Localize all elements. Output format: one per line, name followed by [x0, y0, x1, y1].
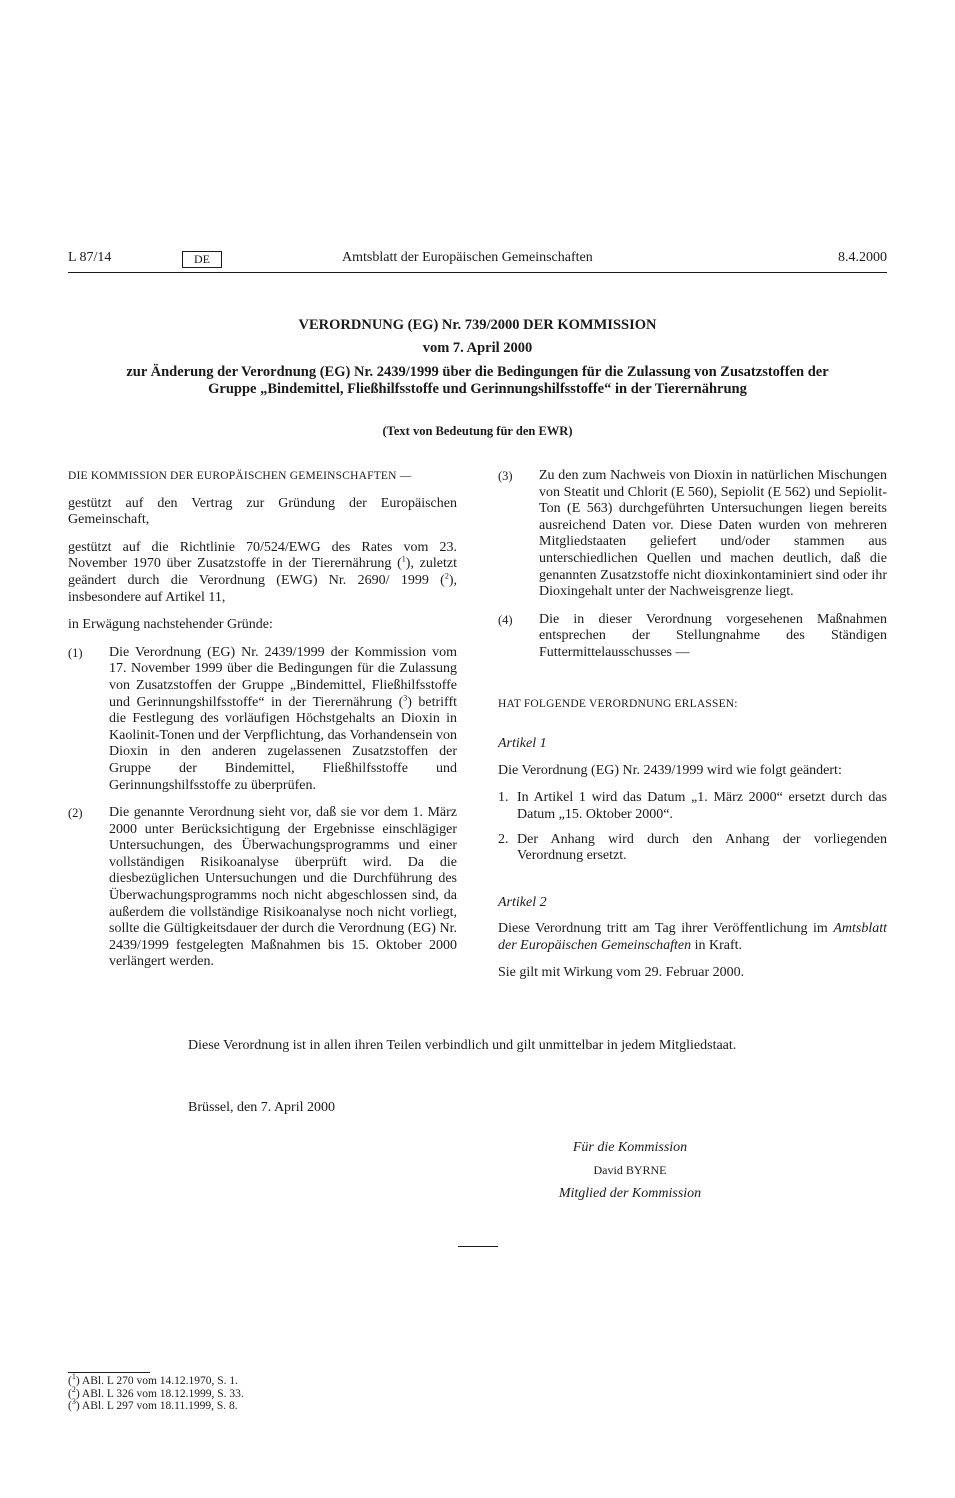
journal-title: Amtsblatt der Europäischen Gemeinschaften: [342, 250, 593, 265]
recital-1: [68, 645, 457, 794]
enacting-formula: HAT FOLGENDE VERORDNUNG ERLASSEN:: [498, 697, 738, 710]
right-column: [498, 468, 887, 993]
recital-3: [498, 468, 887, 601]
left-column: [68, 468, 457, 982]
commission-intro: DIE KOMMISSION DER EUROPÄISCHEN GEMEINSCHAFTEN —: [68, 470, 412, 482]
page-header: [68, 250, 887, 270]
item-text: Der Anhang wird durch den Anhang der vorliegenden Verordnung ersetzt.: [517, 831, 887, 864]
recital-text: Die Verordnung (EG) Nr. 2439/1999 der Kommission vom 17. November 1999 über die Bedingungen für die Zulassung von Zusatzstoffen der Gruppe „Bindemittel, Fließhilfsstoffe und Gerinnungshilfsstoffe“ in der Tierernährung ($^3$) betrifft die Festlegung des vorläufigen Höchstgehalts an Dioxin in Kaolinit-Tonen und der Verpflichtung, das Vorhandensein von Dioxin in den anderen zugelassenen Zusatzstoffen der Gruppe der Bindemittel, Fließhilfsstoffe und Gerinnungshilfsstoffe zu überprüfen.: [109, 644, 457, 793]
item-text: In Artikel 1 wird das Datum „1. März 2000“ ersetzt durch das Datum „15. Oktober 2000“.: [517, 790, 887, 822]
footnote-3: ($^3$) ABl. L 297 vom 18.11.1999, S. 8.: [68, 1397, 238, 1413]
signature-block: [530, 1136, 730, 1205]
article-2-heading: Artikel 2: [498, 894, 547, 910]
amendment-item-2: [498, 832, 887, 865]
article-2-text: Diese Verordnung tritt am Tag ihrer Veröffentlichung im Amtsblatt der Europäischen Gemeinschaften in Kraft.: [498, 921, 887, 953]
article-1-heading: Artikel 1: [498, 736, 547, 752]
recital-text: Die genannte Verordnung sieht vor, daß sie vor dem 1. März 2000 unter Berücksichtigung der Ergebnisse einschlägiger Untersuchungen, des Überwachungsprogramms und einer vollständigen Risikoanalyse überprüft wird. Da die diesbezüglichen Untersuchungen und die Durchführung des Überwachungsprogramms noch nicht abgeschlossen sind, da außerdem die vollständige Risikoanalyse noch nicht vorliegt, sollte die Gültigkeitsdauer der durch die Verordnung (EG) Nr. 2439/1999 festgelegten Maßnahmen bis 15. Oktober 2000 verlängert werden.: [109, 805, 457, 970]
journal-reference: Amtsblatt der Europäischen Gemeinschaften: [498, 921, 887, 953]
citation-treaty: gestützt auf den Vertrag zur Gründung der Europäischen Gemeinschaft,: [68, 495, 457, 528]
footnotes: [68, 1372, 244, 1413]
signature-for: Für die Kommission: [572, 1140, 688, 1155]
recital-number: (3): [498, 469, 513, 483]
footnote-ref-2: 2: [444, 571, 449, 581]
footnote-divider: [68, 1372, 150, 1373]
place-and-date: Brüssel, den 7. April 2000: [188, 1100, 335, 1115]
recital-number: (2): [68, 806, 83, 821]
citation-directive: gestützt auf die Richtlinie 70/524/EWG des Rates vom 23. November 1970 über Zusatzstoffe in der Tierernährung ($^1$), zuletzt geändert durch die Verordnung (EWG) Nr. 2690/ 1999 ($^2$), insbesondere auf Artikel 11,: [68, 539, 457, 605]
article-2-effective: Sie gilt mit Wirkung vom 29. Februar 2000.: [498, 965, 745, 981]
regulation-title: VERORDNUNG (EG) Nr. 739/2000 DER KOMMISSION: [298, 317, 657, 333]
recital-4: [498, 612, 887, 662]
recital-number: (1): [68, 645, 83, 660]
footnote-ref-1: 1: [401, 554, 406, 564]
language-badge: DE: [182, 251, 222, 268]
publication-date: 8.4.2000: [838, 250, 887, 265]
recital-text: Zu den zum Nachweis von Dioxin in natürlichen Mischungen von Steatit und Chlorit (E 560), Sepiolit (E 562) und Sepiolit-Ton (E 563) durchgeführten Untersuchungen liegen bereits ausreichend Daten vor. Diese Daten wurden von mehreren Mitgliedstaaten geliefert und/oder stammen aus unterschiedlichen Quellen und machen deutlich, daß die genannten Zusatzstoffe nicht dioxinkontaminiert sind oder ihr Dioxingehalt unter der Nachweisgrenze liegt.: [539, 468, 887, 600]
recital-number: (4): [498, 612, 513, 627]
footnote-ref-3: 3: [403, 692, 408, 702]
header-divider: [68, 272, 887, 273]
recitals-intro: in Erwägung nachstehender Gründe:: [68, 617, 273, 633]
eea-relevance-note: (Text von Bedeutung für den EWR): [382, 424, 573, 438]
footnote-2: ($^2$) ABl. L 326 vom 18.12.1999, S. 33.: [68, 1384, 244, 1400]
page-reference: L 87/14: [68, 250, 112, 265]
signatory-role: Mitglied der Kommission: [558, 1186, 702, 1201]
item-number: 2.: [498, 831, 509, 847]
footnote-1: ($^1$) ABl. L 270 vom 14.12.1970, S. 1.: [68, 1372, 239, 1387]
binding-clause: Diese Verordnung ist in allen ihren Teilen verbindlich und gilt unmittelbar in jedem Mitgliedstaat.: [188, 1038, 737, 1053]
regulation-subject: zur Änderung der Verordnung (EG) Nr. 2439/1999 über die Bedingungen für die Zulassung von Zusatzstoffen der Gruppe „Bindemittel, Fließhilfsstoffe und Gerinnungshilfsstoffe“ in der Tierernährung: [126, 364, 829, 397]
recital-text: Die in dieser Verordnung vorgesehenen Maßnahmen entsprechen der Stellungnahme des Ständigen Futtermittelausschusses —: [539, 611, 887, 660]
recital-2: [68, 805, 457, 971]
end-divider: [458, 1246, 498, 1247]
regulation-date: vom 7. April 2000: [422, 340, 533, 356]
signatory-name: David BYRNE: [593, 1163, 667, 1177]
item-number: 1.: [498, 790, 509, 806]
article-1-text: Die Verordnung (EG) Nr. 2439/1999 wird wie folgt geändert:: [498, 762, 842, 778]
amendment-item-1: [498, 790, 887, 823]
